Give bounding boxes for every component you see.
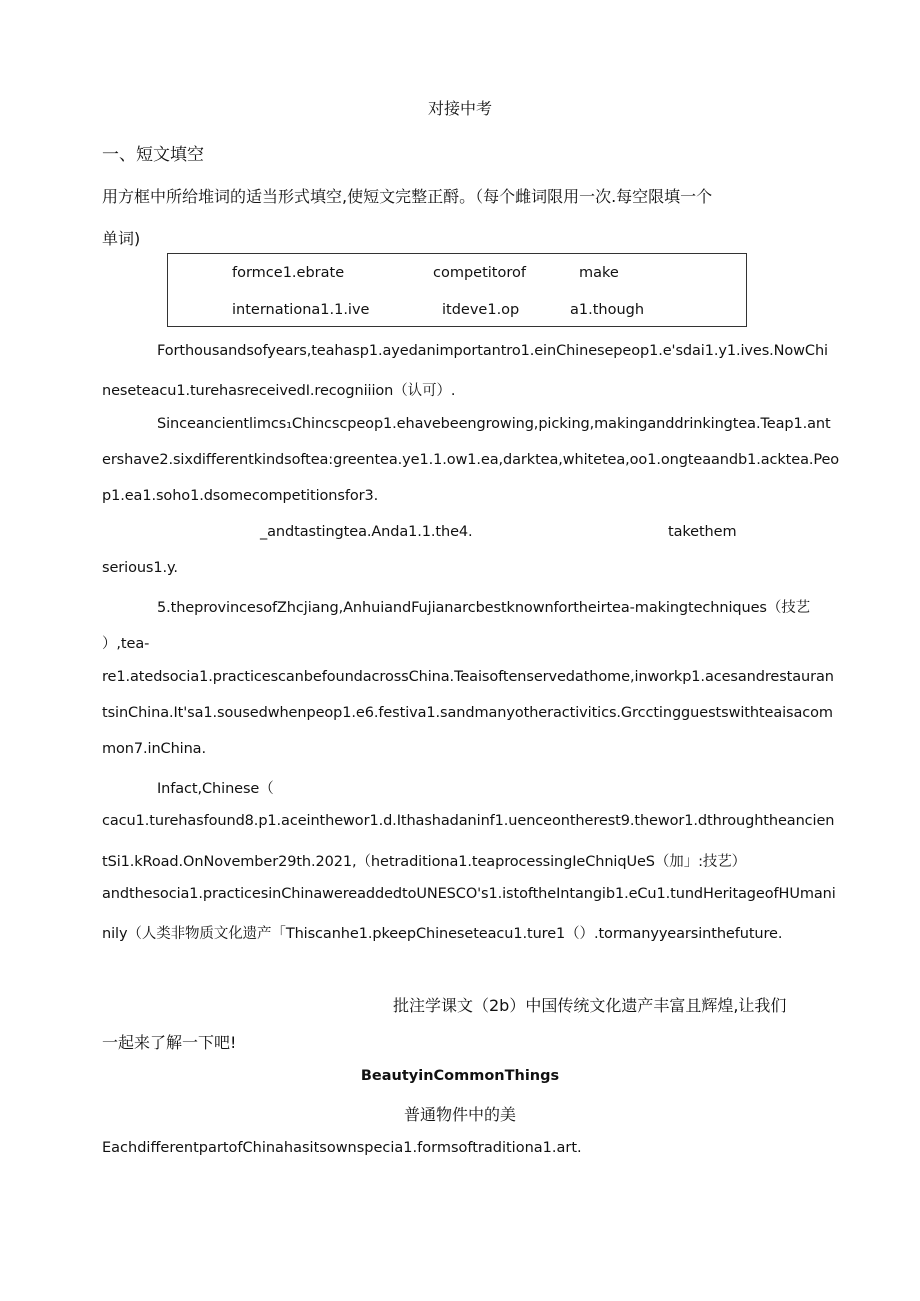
word-bank-box xyxy=(167,253,747,327)
word-bank-item: make xyxy=(579,265,619,281)
section-heading: 一、短文填空 xyxy=(102,145,204,165)
reading-title-zh: 普通物件中的美 xyxy=(403,1105,516,1124)
passage-line: andthesocia1.practicesinChinawereaddedtoUNESCO's1.istoftheIntangib1.eCu1.tundHeritageofHUmani xyxy=(102,886,836,902)
word-bank-item: itdeve1.op xyxy=(442,302,520,318)
passage-line: p1.ea1.soho1.dsomecompetitionsfor3. xyxy=(102,488,379,504)
passage-line: ershave2.sixdifferentkindsoftea:greentea.ye1.1.ow1.ea,darktea,whitetea,oo1.ongteaandb1.acktea.Peo xyxy=(102,452,840,468)
passage-line: serious1.y. xyxy=(102,560,178,576)
word-bank-item: competitorof xyxy=(433,265,526,281)
passage-line: cacu1.turehasfound8.p1.aceinthewor1.d.Ithashadaninf1.uenceontherest9.thewor1.dthroughtheancien xyxy=(102,813,835,829)
passage-line: Infact,Chinese（ xyxy=(157,781,274,797)
page-title: 对接中考 xyxy=(427,99,492,118)
annotation-line-1: 批注学课文（2b）中国传统文化遗产丰富且辉煌,让我们 xyxy=(393,996,787,1015)
passage-line: Sinceancientlimcs₁Chincscpeop1.ehavebeengrowing,picking,makinganddrinkingtea.Teap1.ant xyxy=(157,416,831,432)
instruction-line-1: 用方框中所给堆词的适当形式填空,使短文完整正酹。（每个雌词限用一次.每空限填一个 xyxy=(102,187,713,206)
passage-line: 5.theprovincesofZhcjiang,AnhuiandFujianarcbestknownfortheirtea-makingtechniques（技艺 xyxy=(157,600,811,616)
reading-title-en: BeautyinCommonThings xyxy=(360,1068,560,1084)
passage-line: Forthousandsofyears,teahasp1.ayedanimportantro1.einChinesepeop1.e'sdai1.y1.ives.NowChi xyxy=(157,343,828,359)
passage-line: tSi1.kRoad.OnNovember29th.2021,（hetraditiona1.teaprocessingIeChniqUeS（加」:技艺） xyxy=(102,854,747,870)
instruction-line-2: 单词) xyxy=(102,229,141,248)
passage-line: tsinChina.It'sa1.sousedwhenpeop1.e6.festiva1.sandmanyotheractivitics.Grcctingguestswithteaisacom xyxy=(102,705,833,721)
passage-line: _andtastingtea.Anda1.1.the4. xyxy=(260,524,473,540)
word-bank-item: internationa1.1.ive xyxy=(232,302,370,318)
reading-first-line: EachdifferentpartofChinahasitsownspecia1.formsoftraditiona1.art. xyxy=(102,1140,582,1156)
passage-line: takethem xyxy=(668,524,737,540)
passage-line: nily（人类非物质文化遗产「Thiscanhe1.pkeepChineseteacu1.ture1（）.tormanyyearsinthefuture. xyxy=(102,926,783,942)
passage-line: ）,tea- xyxy=(102,636,150,652)
passage-line: re1.atedsocia1.practicescanbefoundacrossChina.Teaisoftenservedathome,inworkp1.acesandrestauran xyxy=(102,669,834,685)
passage-line: mon7.inChina. xyxy=(102,741,206,757)
passage-line: neseteacu1.turehasreceivedI.recogniiion（认可）. xyxy=(102,383,456,399)
word-bank-item: a1.though xyxy=(570,302,645,318)
word-bank-item: formce1.ebrate xyxy=(232,265,345,281)
annotation-line-2: 一起来了解一下吧! xyxy=(102,1033,237,1052)
